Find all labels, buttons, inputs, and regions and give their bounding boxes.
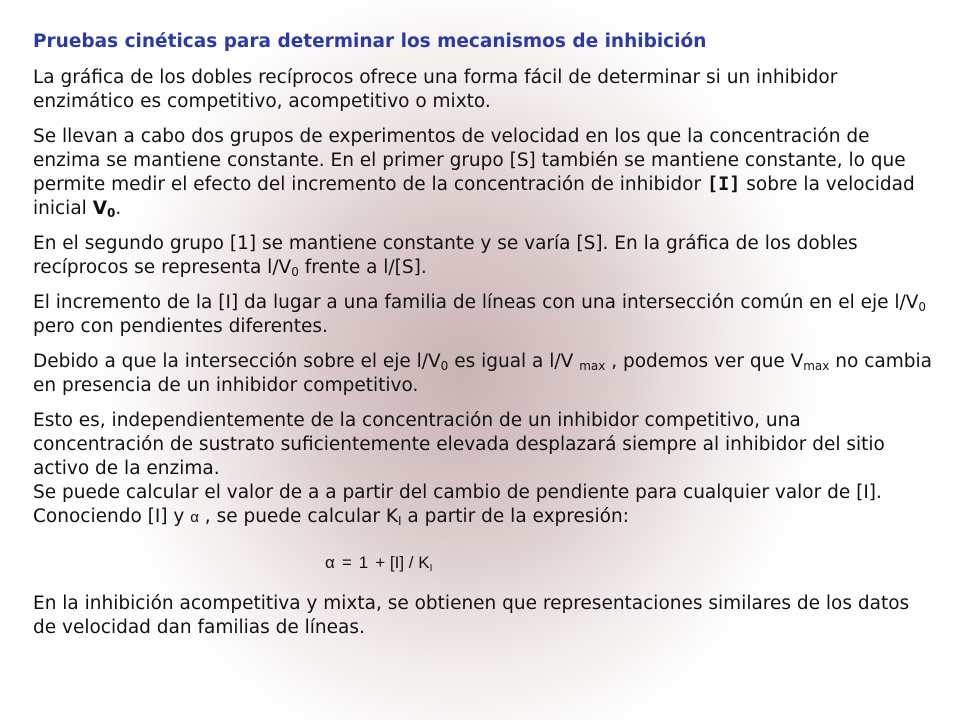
paragraph-uncompetitive: En la inhibición acompetitiva y mixta, se obtienen que representaciones similares de los datos de velocidad dan familias de líneas. [33, 593, 910, 638]
paragraph-family-lines: El incremento de la [I] da lugar a una familia de líneas con una intersección común en el eje $l/V_0$ pero con pendientes diferentes. [33, 292, 927, 337]
paragraph-substrate: Esto es, independientemente de la concentración de un inhibidor competitivo, una concentración de sustrato suficientemente elevada desplazará siempre al inhibidor del sitio activo de la enzima. [33, 410, 885, 479]
alpha-formula: $\alpha = 1 + [I] / K_I$ [325, 553, 433, 574]
paragraph-calc-ki: Se puede calcular el valor de a a partir del cambio de pendiente para cualquier valor de [I]. Conociendo [I] y α , se puede calcular $K_I$ a partir de la expresión: [33, 482, 882, 528]
paragraph-second-group: En el segundo grupo [1] se mantiene constante y se varía [S]. En la gráfica de los dobles recíprocos se representa $l/V_0$ frente a l/[S]. [33, 233, 858, 279]
paragraph-intro: La gráfica de los dobles recíprocos ofrece una forma fácil de determinar si un inhibidor enzimático es competitivo, acompetitivo o mixto. [33, 67, 838, 112]
paragraph-vmax: Debido a que la intersección sobre el eje $l/V_0$ es igual a l/V $_{max}$ , podemos ver que $V_{max}$ no cambia en presencia de un inhibidor competitivo. [33, 351, 932, 396]
inhibitor-concentration-bold: [I] [706, 174, 741, 195]
paragraph-first-group: Se llevan a cabo dos grupos de experimentos de velocidad en los que la concentración de enzima se mantiene constante. En el primer grupo [S] también se mantiene constante, lo que permite medir el efecto del incremento de la concentración de inhibidor [I] sobre la velocidad inicial $V_0$. [33, 126, 915, 220]
v0-symbol: $V_0$ [92, 198, 116, 220]
slide-content [33, 30, 933, 651]
p2-mid: sobre la velocidad inicial [33, 174, 915, 219]
p2-text: Se llevan a cabo dos grupos de experimentos de velocidad en los que la concentración de enzima se mantiene constante. En el primer grupo [S] también se mantiene constante, lo que permite medir el efecto del incremento de la concentración de inhibidor [33, 126, 906, 195]
slide-title: Pruebas cinéticas para determinar los mecanismos de inhibición [33, 31, 707, 52]
